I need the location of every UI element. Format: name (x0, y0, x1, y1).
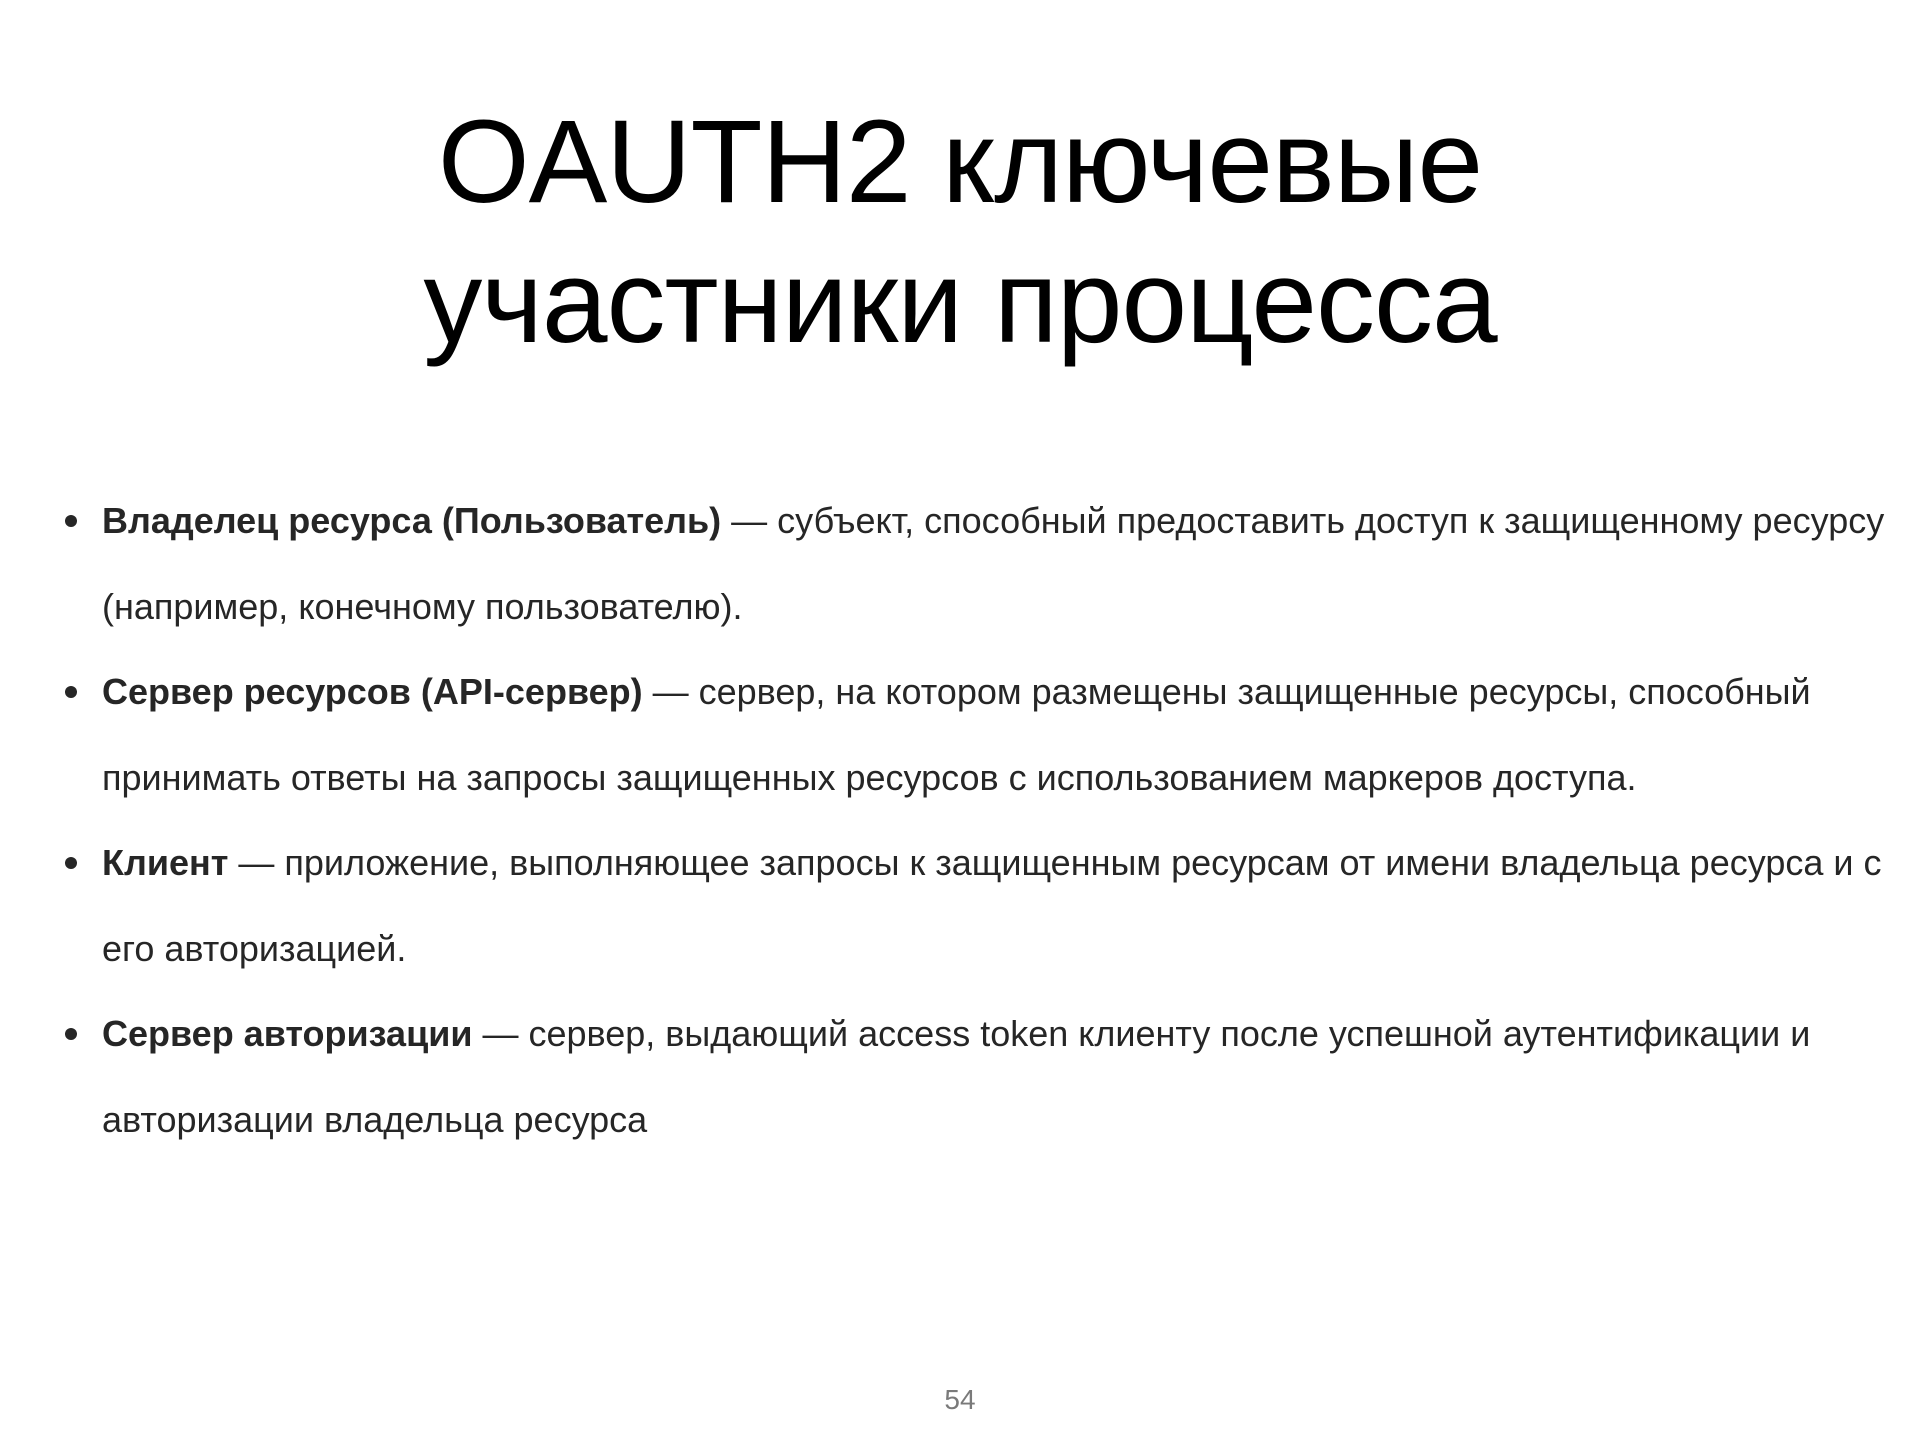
bullet-item-authorization-server (102, 991, 1920, 1162)
bullet-item-resource-server (102, 649, 1920, 820)
slide-title (0, 92, 1920, 372)
bullet-dot-icon (65, 857, 77, 869)
bullet-description: — приложение, выполняющее запросы к защищенным ресурсам от имени владельца ресурса и с его авторизацией. (102, 842, 1882, 969)
slide-title-line-2: участники процесса (423, 236, 1497, 368)
bullet-item-client (102, 820, 1920, 991)
bullet-dot-icon (65, 686, 77, 698)
bullet-description: — сервер, на котором размещены защищенные ресурсы, способный принимать ответы на запросы защищенных ресурсов с использованием маркеров доступа. (102, 671, 1811, 798)
bullet-list (102, 478, 1920, 1162)
bullet-term: Сервер ресурсов (API-сервер) (102, 671, 643, 712)
page-number: 54 (944, 1384, 976, 1415)
bullet-term: Сервер авторизации (102, 1013, 473, 1054)
bullet-dot-icon (65, 1028, 77, 1040)
bullet-dot-icon (65, 515, 77, 527)
bullet-item-resource-owner (102, 478, 1920, 649)
bullet-term: Клиент (102, 842, 229, 883)
bullet-description: — субъект, способный предоставить доступ к защищенному ресурсу (например, конечному пользователю). (102, 500, 1885, 627)
bullet-term: Владелец ресурса (Пользователь) (102, 500, 722, 541)
slide-title-line-1: OAUTH2 ключевые (437, 96, 1483, 228)
bullet-description: — сервер, выдающий access token клиенту после успешной аутентификации и авторизации владельца ресурса (102, 1013, 1811, 1140)
